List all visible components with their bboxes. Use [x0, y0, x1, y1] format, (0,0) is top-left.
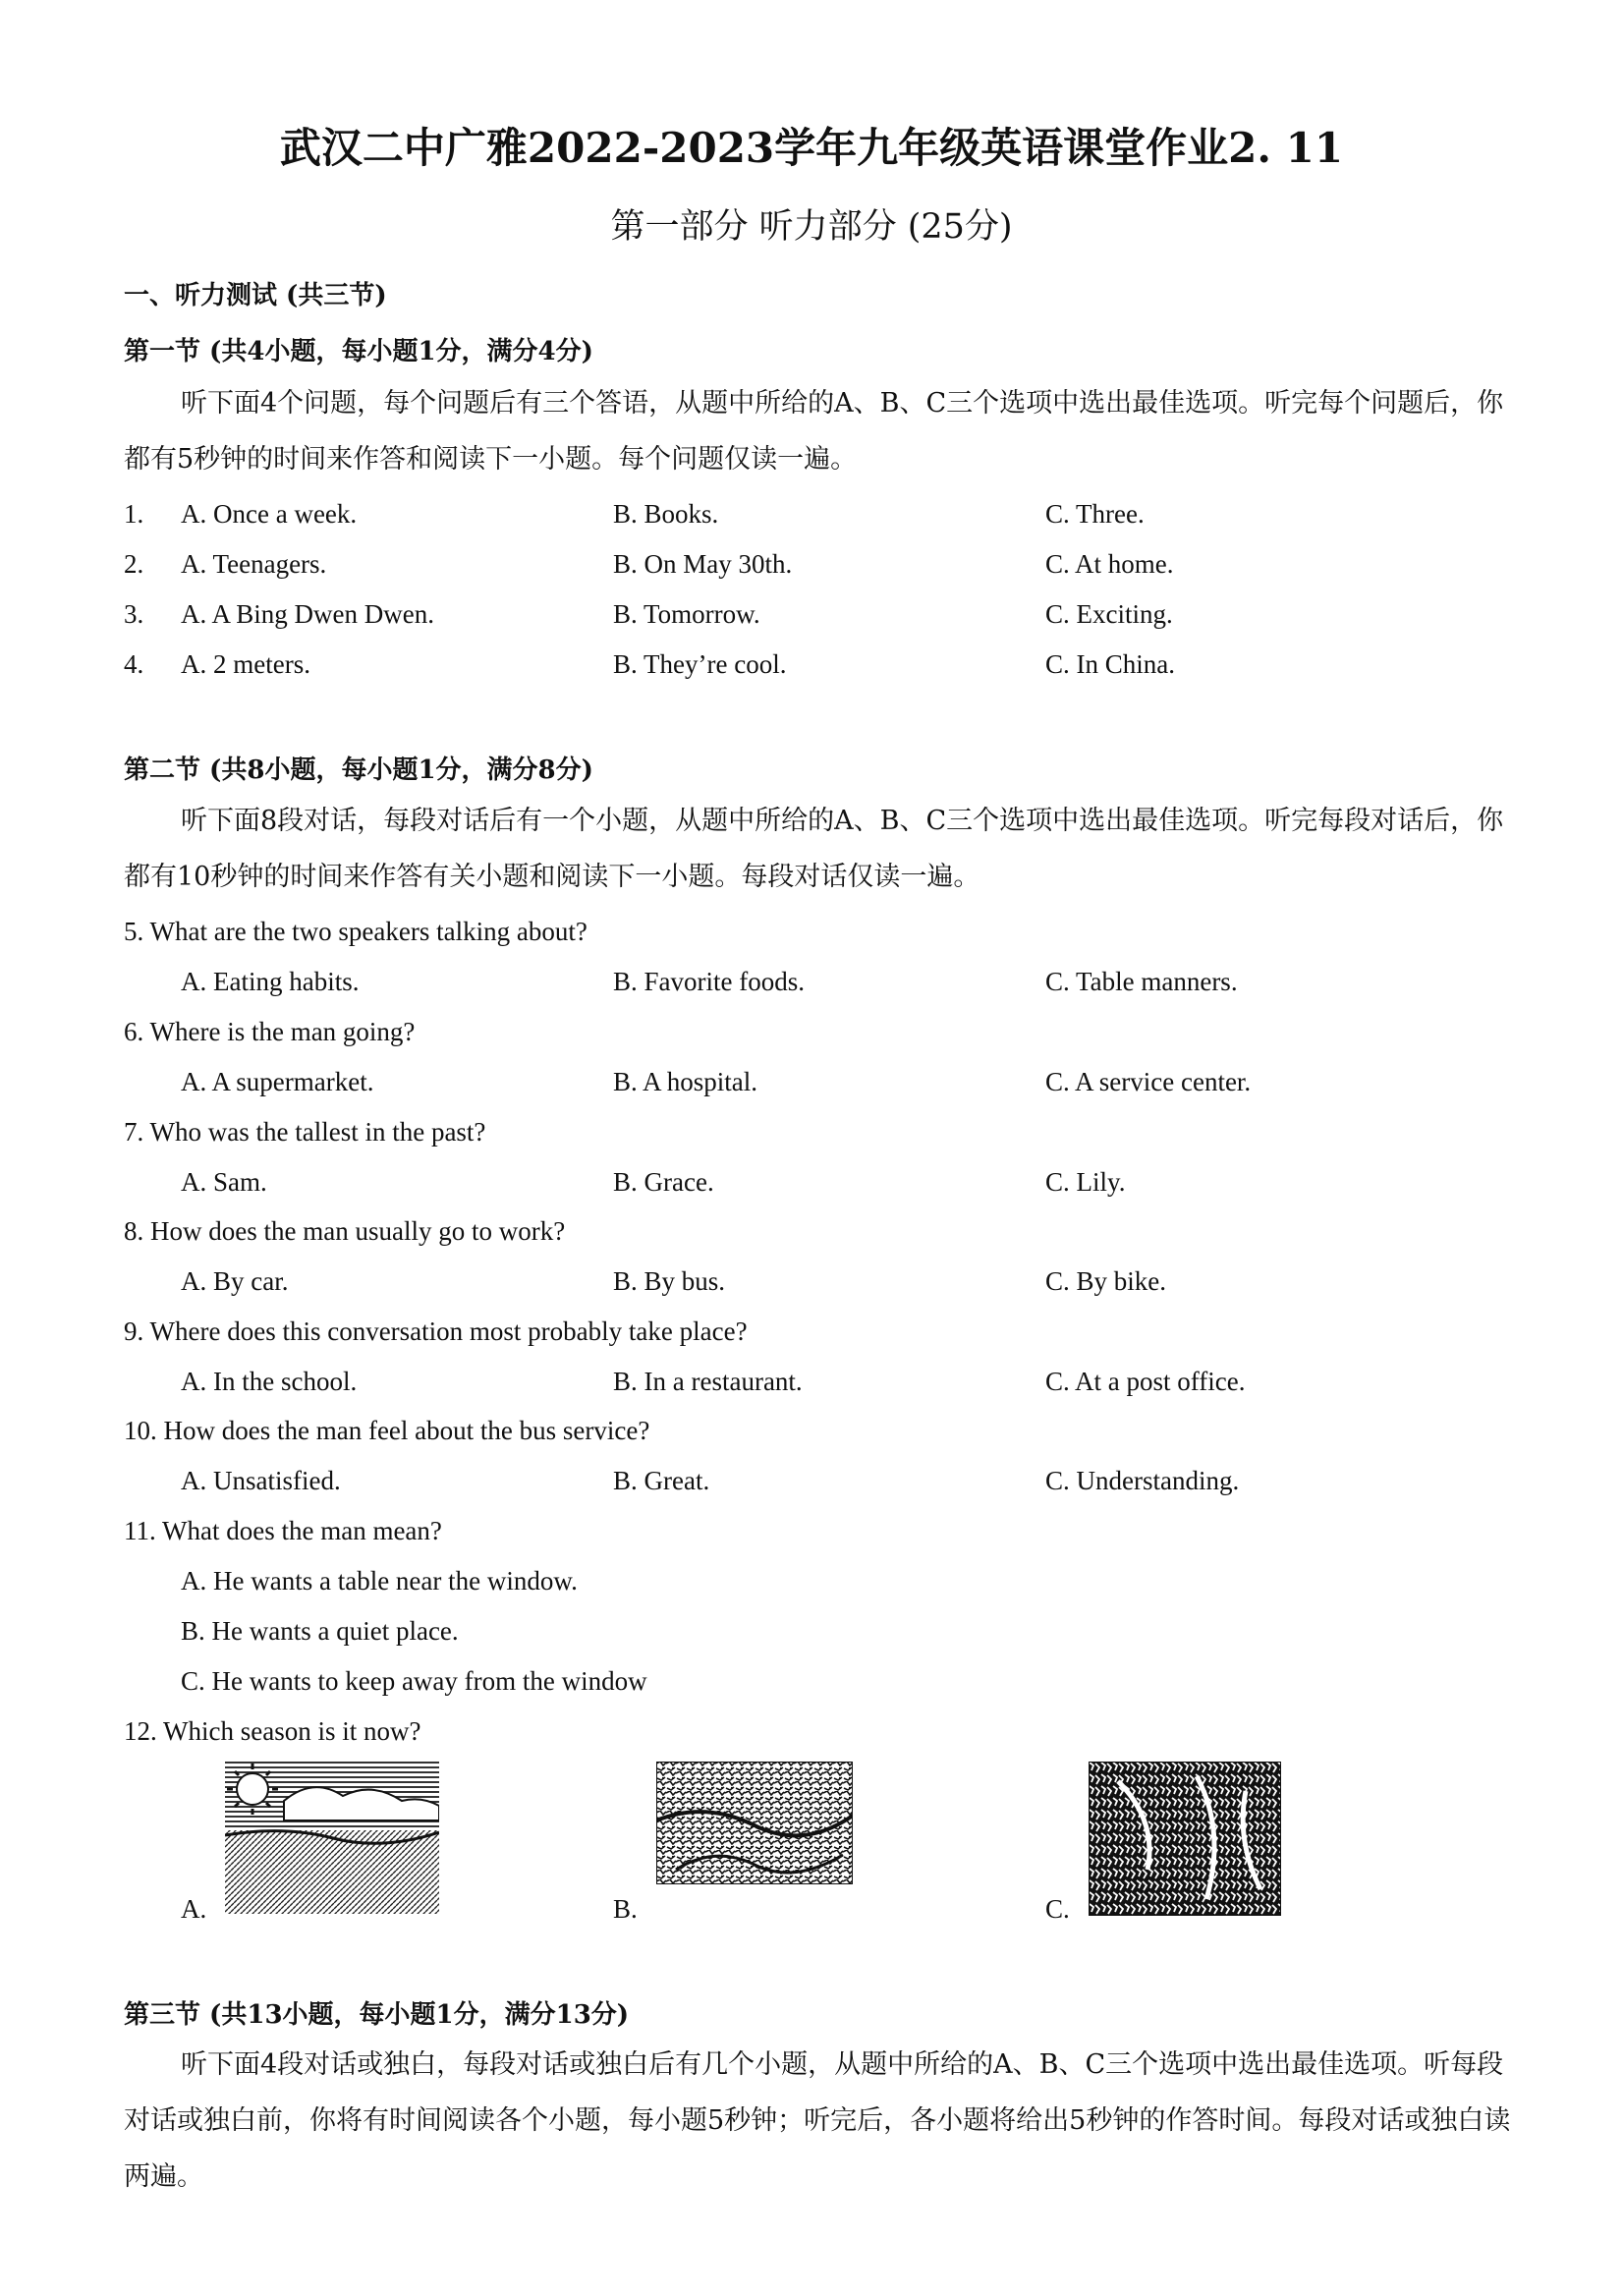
option-b: B. Favorite foods.	[613, 967, 805, 996]
question-number: 4.	[124, 649, 144, 679]
option-c: C. At a post office.	[1045, 1367, 1246, 1396]
option-b: B. They’re cool.	[613, 649, 787, 679]
part1-heading: 一、听力测试 (共三节)	[124, 281, 387, 310]
section3-heading: 第三节 (共13小题，每小题1分，满分13分)	[124, 2000, 630, 2030]
question-text: 7. Who was the tallest in the past?	[124, 1117, 486, 1147]
question-text: 10. How does the man feel about the bus service?	[124, 1416, 650, 1445]
option-a: A. Once a week.	[181, 499, 358, 529]
question-text: 11. What does the man mean?	[124, 1516, 442, 1545]
option-b: B. In a restaurant.	[613, 1367, 803, 1396]
question-text: 8. How does the man usually go to work?	[124, 1216, 566, 1246]
option-a: A. Sam.	[181, 1167, 267, 1197]
option-b: B.	[613, 1894, 638, 1924]
question-text: 6. Where is the man going?	[124, 1017, 416, 1046]
option-a: A. A supermarket.	[181, 1067, 374, 1096]
option-a: A.	[181, 1894, 207, 1924]
option-a: A. Teenagers.	[181, 549, 327, 579]
page-title: 武汉二中广雅2022-2023学年九年级英语课堂作业2. 11	[279, 124, 1344, 172]
section1-instructions: 听下面4个问题，每个问题后有三个答语，从题中所给的A、B、C三个选项中选出最佳选项。听完每个问题后，你都有5秒钟的时间来作答和阅读下一小题。每个问题仅读一遍。	[124, 388, 1504, 475]
question-number: 1.	[124, 499, 144, 529]
option-b: B. On May 30th.	[613, 549, 793, 579]
option-b: B. Books.	[613, 499, 719, 529]
option-a: A. He wants a table near the window.	[181, 1566, 578, 1596]
option-c: C. Exciting.	[1045, 599, 1173, 629]
section2-instructions: 听下面8段对话，每段对话后有一个小题，从题中所给的A、B、C三个选项中选出最佳选项。听完每段对话后，你都有10秒钟的时间来作答有关小题和阅读下一小题。每段对话仅读一遍。	[124, 806, 1504, 892]
option-b: B. A hospital.	[613, 1067, 758, 1096]
autumn-scene-picture	[656, 1762, 853, 1884]
option-a: A. Unsatisfied.	[181, 1466, 341, 1495]
option-c: C.	[1045, 1894, 1070, 1924]
section3-instructions: 听下面4段对话或独白，每段对话或独白后有几个小题，从题中所给的A、B、C三个选项中选出最佳选项。听每段对话或独白前，你将有时间阅读各个小题，每小题5秒钟；听完后，各小题将给出5秒钟的作答时间。每段对话或独白读两遍。	[124, 2049, 1511, 2192]
winter-scene-picture	[1089, 1762, 1281, 1916]
option-a: A. A Bing Dwen Dwen.	[181, 599, 434, 629]
option-b: B. Tomorrow.	[613, 599, 760, 629]
question-number: 3.	[124, 599, 144, 629]
option-c: C. He wants to keep away from the window	[181, 1666, 647, 1696]
option-b: B. By bus.	[613, 1266, 726, 1296]
option-c: C. A service center.	[1045, 1067, 1252, 1096]
summer-scene-picture	[225, 1762, 439, 1914]
question-text: 5. What are the two speakers talking about?	[124, 917, 588, 946]
option-b: B. Great.	[613, 1466, 710, 1495]
option-a: A. 2 meters.	[181, 649, 310, 679]
option-c: C. Lily.	[1045, 1167, 1126, 1197]
option-a: A. Eating habits.	[181, 967, 360, 996]
question-text: 9. Where does this conversation most probably take place?	[124, 1316, 748, 1346]
option-a: A. In the school.	[181, 1367, 358, 1396]
question-number: 2.	[124, 549, 144, 579]
option-a: A. By car.	[181, 1266, 289, 1296]
question-text: 12. Which season is it now?	[124, 1716, 421, 1746]
section2-heading: 第二节 (共8小题，每小题1分，满分8分)	[124, 756, 593, 785]
option-c: C. Three.	[1045, 499, 1145, 529]
option-b: B. Grace.	[613, 1167, 714, 1197]
option-c: C. In China.	[1045, 649, 1175, 679]
section1-heading: 第一节 (共4小题，每小题1分，满分4分)	[124, 337, 593, 366]
option-c: C. Understanding.	[1045, 1466, 1240, 1495]
option-c: C. Table manners.	[1045, 967, 1238, 996]
option-b: B. He wants a quiet place.	[181, 1616, 459, 1646]
part-subtitle: 第一部分 听力部分 (25分)	[610, 207, 1013, 247]
option-c: C. At home.	[1045, 549, 1174, 579]
option-c: C. By bike.	[1045, 1266, 1167, 1296]
